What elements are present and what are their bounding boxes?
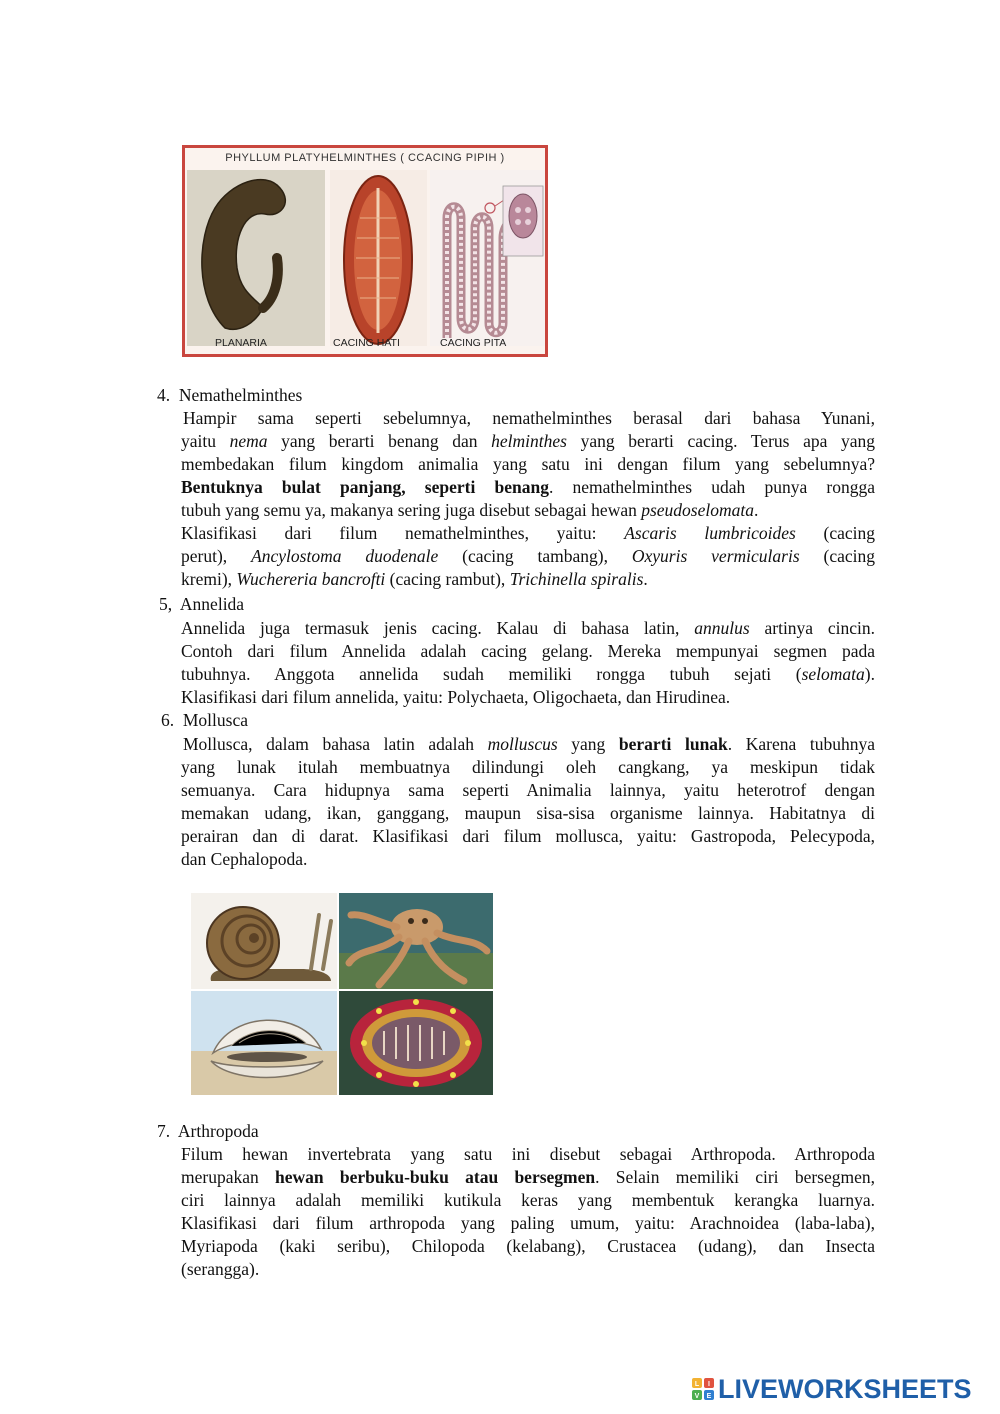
- label-cacing-pita: CACING PITA: [440, 337, 507, 349]
- section-number: 5,: [159, 594, 173, 614]
- octopus-photo: [339, 893, 493, 989]
- section-title: Annelida: [179, 594, 245, 614]
- annelida-paragraph: [181, 617, 875, 709]
- text-line: Klasifikasi dari filum annelida, yaitu: Polychaeta, Oligochaeta, dan Hirudinea.: [181, 687, 731, 707]
- logo-mark-letter: I: [708, 1381, 710, 1388]
- text-line: merupakan hewan berbuku-buku atau bersegmen. Selain memiliki ciri bersegmen,: [181, 1167, 875, 1187]
- text-line: Contoh dari filum Annelida adalah cacing gelang. Mereka mempunyai segmen pada: [181, 641, 875, 661]
- text-line: membedakan filum kingdom animalia yang satu ini dengan filum yang sebelumnya?: [181, 454, 875, 474]
- section-number: 6.: [161, 710, 175, 730]
- section-heading-annelida: [159, 593, 244, 616]
- text-line: Hampir sama seperti sebelumnya, nemathelminthes berasal dari bahasa Yunani,: [183, 408, 875, 428]
- text-line: memakan udang, ikan, ganggang, maupun sisa-sisa organisme lainnya. Habitatnya di: [181, 803, 875, 823]
- text-line: dan Cephalopoda.: [181, 849, 308, 869]
- logo-mark-letter: E: [706, 1393, 712, 1400]
- text-line: Bentuknya bulat panjang, seperti benang. nemathelminthes udah punya rongga: [181, 477, 875, 497]
- section-number: 7.: [157, 1121, 171, 1141]
- text-line: Klasifikasi dari filum arthropoda yang paling umum, yaitu: Arachnoidea (laba-laba),: [181, 1213, 875, 1233]
- text-line: perut), Ancylostoma duodenale (cacing tambang), Oxyuris vermicularis (cacing: [181, 546, 876, 566]
- text-line: (serangga).: [181, 1259, 260, 1279]
- text-line: Klasifikasi dari filum nemathelminthes, yaitu: Ascaris lumbricoides (cacing: [181, 523, 875, 543]
- section-title: Nemathelminthes: [178, 385, 303, 405]
- text-line: tubuhnya. Anggota annelida sudah memiliki rongga tubuh sejati (selomata).: [181, 664, 875, 684]
- platyhelminthes-figure-title: PHYLLUM PLATYHELMINTHES ( CCACING PIPIH ): [225, 152, 505, 164]
- text-line: Mollusca, dalam bahasa latin adalah molluscus yang berarti lunak. Karena tubuhnya: [183, 734, 876, 754]
- section-heading-arthropoda: [157, 1120, 259, 1143]
- platyhelminthes-illustration: [185, 148, 548, 357]
- text-line: Myriapoda (kaki seribu), Chilopoda (kelabang), Crustacea (udang), dan Insecta: [181, 1236, 875, 1256]
- text-line: ciri lainnya adalah memiliki kutikula keras yang membentuk kerangka luarnya.: [181, 1190, 875, 1210]
- text-line: perairan dan di darat. Klasifikasi dari filum mollusca, yaitu: Gastropoda, Pelecypoda,: [181, 826, 875, 846]
- nemathelminthes-paragraph: [181, 407, 875, 591]
- chiton-photo: [339, 991, 493, 1095]
- section-number: 4.: [157, 385, 171, 405]
- section-heading-mollusca: [161, 709, 248, 732]
- text-line: Annelida juga termasuk jenis cacing. Kalau di bahasa latin, annulus artinya cincin.: [181, 618, 876, 638]
- section-title: Mollusca: [182, 710, 249, 730]
- text-line: tubuh yang semu ya, makanya sering juga disebut sebagai hewan pseudoselomata.: [181, 500, 759, 520]
- platyhelminthes-figure: [182, 145, 548, 357]
- text-line: Filum hewan invertebrata yang satu ini disebut sebagai Arthropoda. Arthropoda: [181, 1144, 875, 1164]
- arthropoda-paragraph: [181, 1143, 875, 1281]
- snail-photo: [191, 893, 337, 989]
- liveworksheets-logo-icon: [692, 1378, 714, 1400]
- mollusca-paragraph: [181, 733, 875, 871]
- section-title: Arthropoda: [177, 1121, 259, 1141]
- liveworksheets-logo-text: LIVEWORKSHEETS: [718, 1373, 972, 1404]
- text-line: yaitu nema yang berarti benang dan helminthes yang berarti cacing. Terus apa yang: [181, 431, 876, 451]
- logo-mark-letter: V: [694, 1393, 700, 1400]
- text-line: yang lunak itulah membuatnya dilindungi oleh cangkang, ya meskipun tidak: [181, 757, 875, 777]
- text-line: semuanya. Cara hidupnya sama seperti Animalia lainnya, yaitu heterotrof dengan: [181, 780, 875, 800]
- label-cacing-hati: CACING HATI: [333, 337, 400, 349]
- mollusca-photo-grid: [191, 893, 493, 1095]
- clam-photo: [191, 991, 337, 1095]
- logo-mark-letter: L: [694, 1381, 700, 1388]
- liveworksheets-logo[interactable]: [692, 1374, 992, 1404]
- label-planaria: PLANARIA: [215, 337, 267, 349]
- text-line: kremi), Wuchereria bancrofti (cacing rambut), Trichinella spiralis.: [181, 569, 648, 589]
- section-heading-nemathelminthes: [157, 384, 302, 407]
